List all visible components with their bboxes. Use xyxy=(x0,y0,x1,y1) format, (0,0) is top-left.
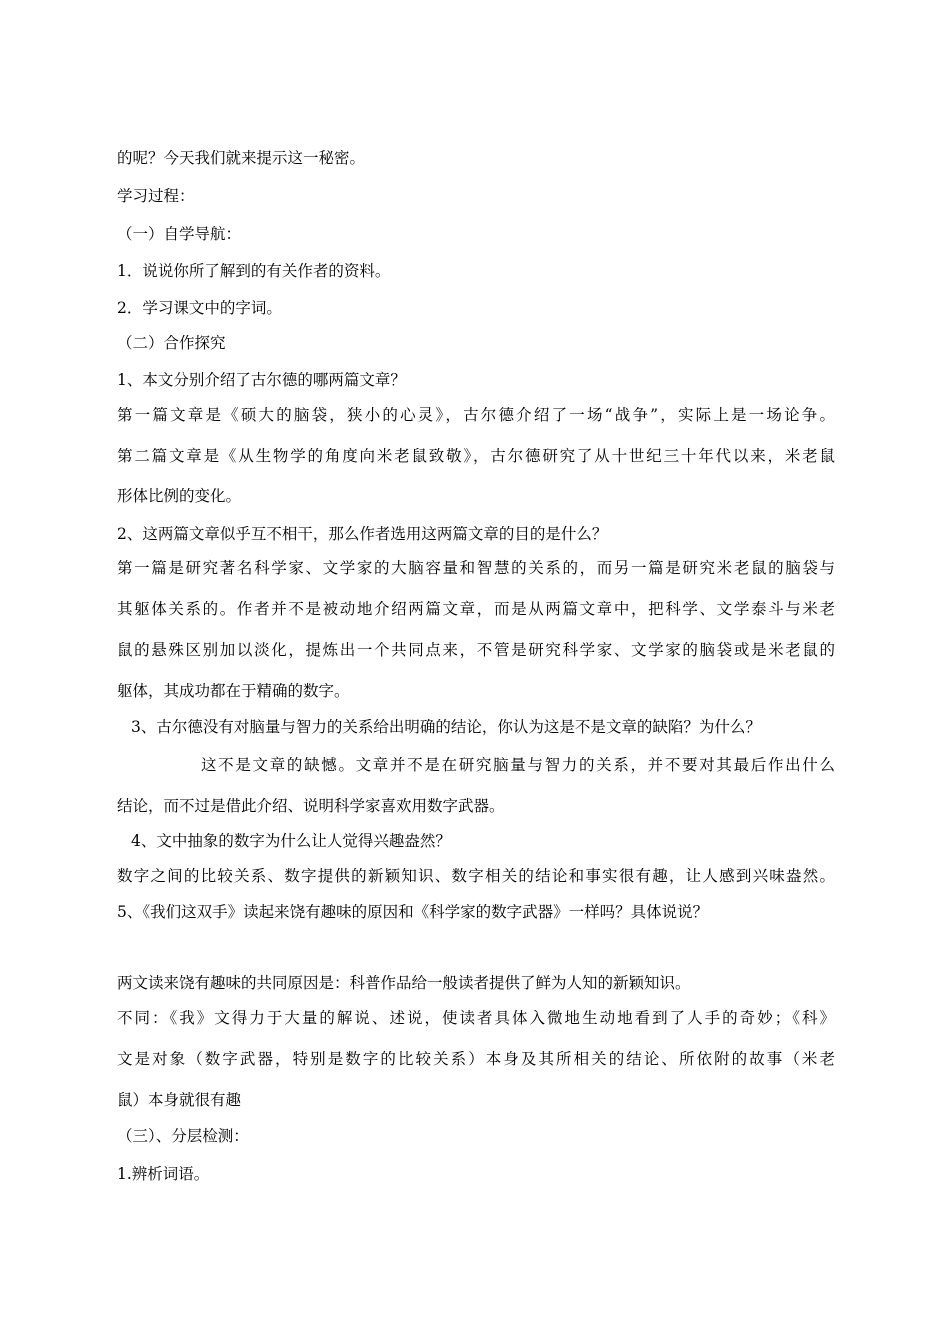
answer-line: 形体比例的变化。 xyxy=(117,487,242,505)
list-item: 1.辨析词语。 xyxy=(117,1165,210,1183)
subsection-heading: （三）、分层检测： xyxy=(117,1127,249,1145)
answer-line: 数字之间的比较关系、数字提供的新颖知识、数字相关的结论和事实很有趣，让人感到兴味盎然。 xyxy=(117,867,835,885)
answer-line: 鼠的悬殊区别加以淡化，提炼出一个共同点来，不管是研究科学家、文学家的脑袋或是米老鼠的 xyxy=(117,641,835,659)
answer-line: 第一篇是研究著名科学家、文学家的大脑容量和智慧的关系的，而另一篇是研究米老鼠的脑袋与 xyxy=(117,559,835,577)
list-item: 1．说说你所了解到的有关作者的资料。 xyxy=(117,262,391,280)
answer-line: 第二篇文章是《从生物学的角度向米老鼠致敬》，古尔德研究了从十世纪三十年代以来，米老鼠 xyxy=(117,447,835,465)
list-item: 2．学习课文中的字词。 xyxy=(117,299,282,317)
subsection-heading: （一）自学导航： xyxy=(117,225,242,243)
text-line: 的呢？今天我们就来提示这一秘密。 xyxy=(117,149,366,167)
question-4: 4、文中抽象的数字为什么让人觉得兴趣盎然？ xyxy=(131,832,451,850)
answer-line: 文是对象（数字武器，特别是数字的比较关系）本身及其所相关的结论、所依附的故事（米老 xyxy=(117,1050,835,1068)
answer-line: 鼠）本身就很有趣 xyxy=(117,1091,242,1109)
answer-line: 第一篇文章是《硕大的脑袋，狭小的心灵》，古尔德介绍了一场“战争”，实际上是一场论争。 xyxy=(117,406,835,424)
question-1: 1、本文分别介绍了古尔德的哪两篇文章？ xyxy=(117,371,406,389)
answer-line: 其躯体关系的。作者并不是被动地介绍两篇文章，而是从两篇文章中，把科学、文学泰斗与米老 xyxy=(117,600,835,618)
answer-line: 这不是文章的缺憾。文章并不是在研究脑量与智力的关系，并不要对其最后作出什么 xyxy=(201,756,835,774)
subsection-heading: （二）合作探究 xyxy=(117,334,226,352)
answer-line: 两文读来饶有趣味的共同原因是：科普作品给一般读者提供了鲜为人知的新颖知识。 xyxy=(117,974,691,992)
answer-line: 躯体，其成功都在于精确的数字。 xyxy=(117,682,350,700)
answer-line: 不同：《我》文得力于大量的解说、述说，使读者具体入微地生动地看到了人手的奇妙；《科》 xyxy=(117,1009,835,1027)
answer-line: 结论，而不过是借此介绍、说明科学家喜欢用数字武器。 xyxy=(117,797,505,815)
section-heading: 学习过程： xyxy=(117,187,195,205)
question-5: 5、《我们这双手》读起来饶有趣味的原因和《科学家的数字武器》一样吗？具体说说？ xyxy=(117,903,709,921)
question-3: 3、古尔德没有对脑量与智力的关系给出明确的结论，你认为这是不是文章的缺陷？为什么？ xyxy=(131,718,761,736)
question-2: 2、这两篇文章似乎互不相干，那么作者选用这两篇文章的目的是什么？ xyxy=(117,525,608,543)
